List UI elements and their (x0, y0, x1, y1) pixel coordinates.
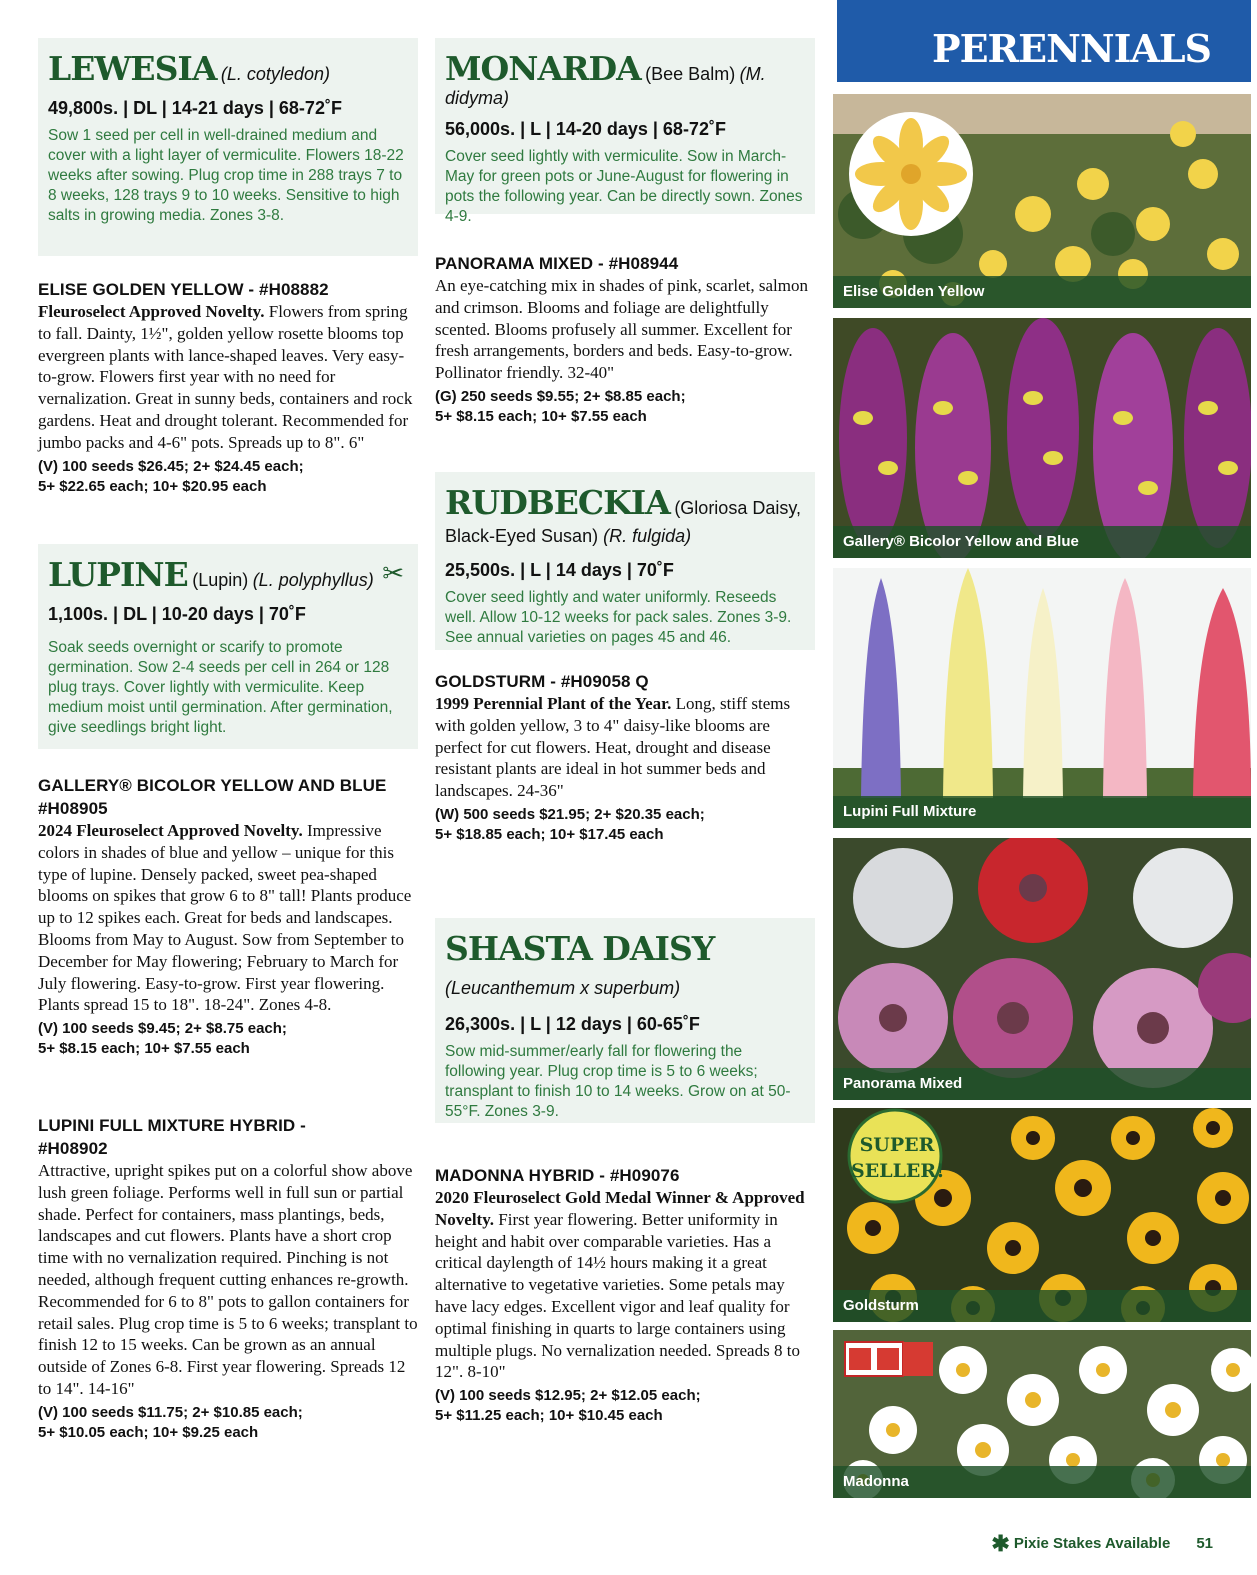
price-line-1: (V) 100 seeds $26.45; 2+ $24.45 each; (38, 457, 304, 475)
variety-title: MADONNA HYBRID - #H09076 (435, 1166, 680, 1185)
variety-lead: 2024 Fleuroselect Approved Novelty. (38, 821, 303, 840)
variety-price (435, 805, 815, 845)
price-line-1: (W) 500 seeds $21.95; 2+ $20.35 each; (435, 805, 705, 823)
badge-line-2: SELLER! (851, 1160, 945, 1182)
lupine-title: LUPINE (48, 555, 188, 594)
price-line-2: 5+ $22.65 each; 10+ $20.95 each (38, 477, 267, 495)
price-line-2: 5+ $11.25 each; 10+ $10.45 each (435, 1407, 663, 1425)
photo-panorama-mixed (833, 838, 1251, 1100)
variety-price (435, 387, 815, 427)
rudbeckia-box (435, 472, 815, 650)
lewesia-latin: (L. cotyledon) (220, 64, 330, 84)
rudbeckia-common: (Gloriosa Daisy, (674, 498, 802, 518)
variety-title: PANORAMA MIXED - #H08944 (435, 254, 679, 273)
photo-caption: Gallery® Bicolor Yellow and Blue (833, 526, 1251, 558)
variety-desc: Attractive, upright spikes put on a colorful show above lush green foliage. Performs well in full sun or partial shade. Perfect for containers, mass plantings, beds, landscapes and cut flowers. Plants have a short crop time with no vernalization required. Pinching is not needed, although frequent cutting enhances re-growth. Recommended for 6 to 8" pots to gallon containers for retail sales. Plug crop time is 5 to 6 weeks; transplant to finish 12 to 15 weeks. Can be grown as an annual outside of Zones 6-8. First year flowering. Spreads 12 to 14". 14-16" (38, 1161, 418, 1398)
photo-lupini-full-mixture (833, 568, 1251, 828)
monarda-common: (Bee Balm) (645, 64, 736, 84)
monarda-stats: 56,000s. | L | 14-20 days | 68-72˚F (445, 119, 726, 139)
photo-image (833, 838, 1251, 1100)
price-line-1: (V) 100 seeds $11.75; 2+ $10.85 each; (38, 1403, 303, 1421)
variety-desc (435, 1187, 815, 1383)
price-line-1: (V) 100 seeds $12.95; 2+ $12.05 each; (435, 1387, 701, 1405)
madonna-hybrid (435, 1164, 815, 1426)
gallery-bicolor (38, 774, 418, 1059)
variety-lead: 1999 Perennial Plant of the Year. (435, 694, 672, 713)
variety-desc-text: Impressive colors in shades of blue and yellow – unique for this type of lupine. Densely packed, sweet pea-shaped blooms on spikes that grow 6 to 8" tall! Plants produce up to 12 spikes each. Great for beds and landscapes. Blooms from May to August. Sow from September to December for May flowering; February to March for July flowering. Easy-to-grow. First year flowering. Plants spread 15 to 18". 18-24". Zones 4-8. (38, 821, 412, 1015)
elise-golden-yellow (38, 278, 418, 497)
shasta-note: Sow mid-summer/early fall for flowering the following year. Plug crop time is 5 to 6 weeks; transplant to finish 10 to 14 weeks. Grow on at 50-55°F. Zones 3-9. (445, 1043, 791, 1120)
variety-title: ELISE GOLDEN YELLOW - #H08882 (38, 280, 329, 299)
rudbeckia-latin: (R. fulgida) (603, 526, 692, 546)
shasta-latin: (Leucanthemum x superbum) (445, 978, 681, 998)
variety-title: GALLERY® BICOLOR YELLOW AND BLUE #H08905 (38, 776, 387, 818)
scissors-icon: ✂ (382, 558, 404, 588)
variety-lead: Fleuroselect Approved Novelty. (38, 302, 265, 321)
rudbeckia-note: Cover seed lightly and water uniformly. Reseeds well. Allow 10-12 weeks for pack sales. Zones 3-9. See annual varieties on pages 45 and 46. (445, 589, 792, 646)
price-line-1: (G) 250 seeds $9.55; 2+ $8.85 each; (435, 387, 686, 405)
lupine-stats: 1,100s. | DL | 10-20 days | 70˚F (48, 604, 306, 624)
rudbeckia-stats: 25,500s. | L | 14 days | 70˚F (445, 560, 674, 580)
variety-title: LUPINI FULL MIXTURE HYBRID - #H08902 (38, 1116, 306, 1158)
goldsturm (435, 670, 815, 845)
section-header (837, 0, 1251, 82)
price-line-2: 5+ $8.15 each; 10+ $7.55 each (435, 407, 647, 425)
variety-desc (38, 820, 418, 1016)
photo-caption: Lupini Full Mixture (833, 796, 1251, 828)
monarda-note: Cover seed lightly with vermiculite. Sow in March-May for green pots or June-August for flowering in pots the following year. Can be directly sown. Zones 4-9. (445, 148, 803, 225)
rudbeckia-sub (445, 524, 805, 548)
variety-desc (38, 301, 418, 454)
monarda-box (435, 38, 815, 225)
photo-image (833, 568, 1251, 828)
price-line-2: 5+ $8.15 each; 10+ $7.55 each (38, 1040, 250, 1058)
price-line-2: 5+ $10.05 each; 10+ $9.25 each (38, 1423, 259, 1441)
footer-text: Pixie Stakes Available (1013, 1535, 1171, 1552)
shasta-stats: 26,300s. | L | 12 days | 60-65˚F (445, 1014, 700, 1034)
price-line-2: 5+ $18.85 each; 10+ $17.45 each (435, 825, 664, 843)
variety-title: GOLDSTURM - #H09058 Q (435, 672, 649, 691)
page-footer (991, 1531, 1213, 1557)
photo-elise-golden-yellow (833, 94, 1251, 308)
super-seller-badge (851, 1132, 943, 1184)
variety-desc-text: Long, stiff stems with golden yellow, 3 to 4" daisy-like blooms are perfect for cut flowers. Heat, drought and disease resistant plants are ideal in hot summer beds and landscapes. 24-36" (435, 694, 791, 801)
monarda-title: MONARDA (445, 49, 641, 88)
variety-price (38, 1403, 418, 1443)
page-number: 51 (1196, 1535, 1213, 1552)
variety-price (38, 1019, 418, 1059)
photo-caption: Elise Golden Yellow (833, 276, 1251, 308)
lupine-note: Soak seeds overnight or scarify to promote germination. Sow 2-4 seeds per cell in 264 or 128 plug trays. Cover lightly with vermiculite. Keep medium moist until germination. After germination, give seedlings bright light. (48, 639, 393, 736)
badge-line-1: SUPER (859, 1134, 935, 1156)
variety-desc-text: First year flowering. Better uniformity in height and habit over comparable varieties. Has a critical daylength of 14½ hours making it a great alternative to vegetative varieties. Some petals may have lacy edges. Excellent vigor and leaf quality for optimal finishing in quarts to large containers using multiple plugs. No vernalization needed. Spreads 8 to 12". 8-10" (435, 1209, 800, 1382)
shasta-box (435, 918, 815, 1123)
lupine-latin: (L. polyphyllus) (252, 570, 374, 590)
variety-desc (435, 693, 815, 802)
photo-madonna (833, 1330, 1251, 1498)
section-title: PERENNIALS (932, 26, 1211, 71)
price-line-1: (V) 100 seeds $9.45; 2+ $8.75 each; (38, 1020, 287, 1038)
photo-caption: Panorama Mixed (833, 1068, 1251, 1100)
lewesia-title: LEWESIA (48, 49, 217, 88)
variety-price (435, 1386, 815, 1426)
lewesia-box (38, 38, 418, 256)
lewesia-stats: 49,800s. | DL | 14-21 days | 68-72˚F (48, 98, 342, 118)
photo-image (833, 318, 1251, 558)
lupine-common: (Lupin) (192, 570, 249, 590)
rudbeckia-common-2: Black-Eyed Susan) (445, 526, 599, 546)
lupine-box (38, 544, 418, 749)
lupini-full-mixture (38, 1114, 418, 1443)
photo-caption: Goldsturm (833, 1290, 1251, 1322)
photo-gallery-bicolor (833, 318, 1251, 558)
panorama-mixed (435, 252, 815, 427)
monarda-latin: (M. didyma) (445, 64, 766, 108)
lewesia-note: Sow 1 seed per cell in well-drained medium and cover with a light layer of vermiculite. Flowers 18-22 weeks after sowing. Plug crop time in 288 trays 7 to 8 weeks, 128 trays 9 to 10 weeks. Sensitive to high salts in growing media. Zones 3-8. (48, 127, 404, 224)
shasta-title: SHASTA DAISY (445, 929, 715, 968)
variety-desc-text: Flowers from spring to fall. Dainty, 1½", golden yellow rosette blooms top evergreen plants with lance-shaped leaves. Very easy-to-grow. Flowers first year with no need for vernalization. Great in sunny beds, containers and rock gardens. Heat and drought tolerant. Recommended for jumbo packs and 4-6" pots. Spreads up to 8". 6" (38, 302, 413, 452)
asterisk-icon: ✱ (991, 1531, 1010, 1556)
variety-price (38, 457, 418, 497)
variety-lead: 2020 Fleuroselect Gold Medal Winner & Approved Novelty. (435, 1188, 805, 1229)
variety-desc: An eye-catching mix in shades of pink, scarlet, salmon and crimson. Blooms and foliage are delightfully scented. Blooms profusely all summer. Excellent for fresh arrangements, borders and beds. Easy-to-grow. Pollinator friendly. 32-40" (435, 276, 808, 383)
rudbeckia-title: RUDBECKIA (445, 483, 670, 522)
photo-goldsturm (833, 1108, 1251, 1322)
photo-caption: Madonna (833, 1466, 1251, 1498)
